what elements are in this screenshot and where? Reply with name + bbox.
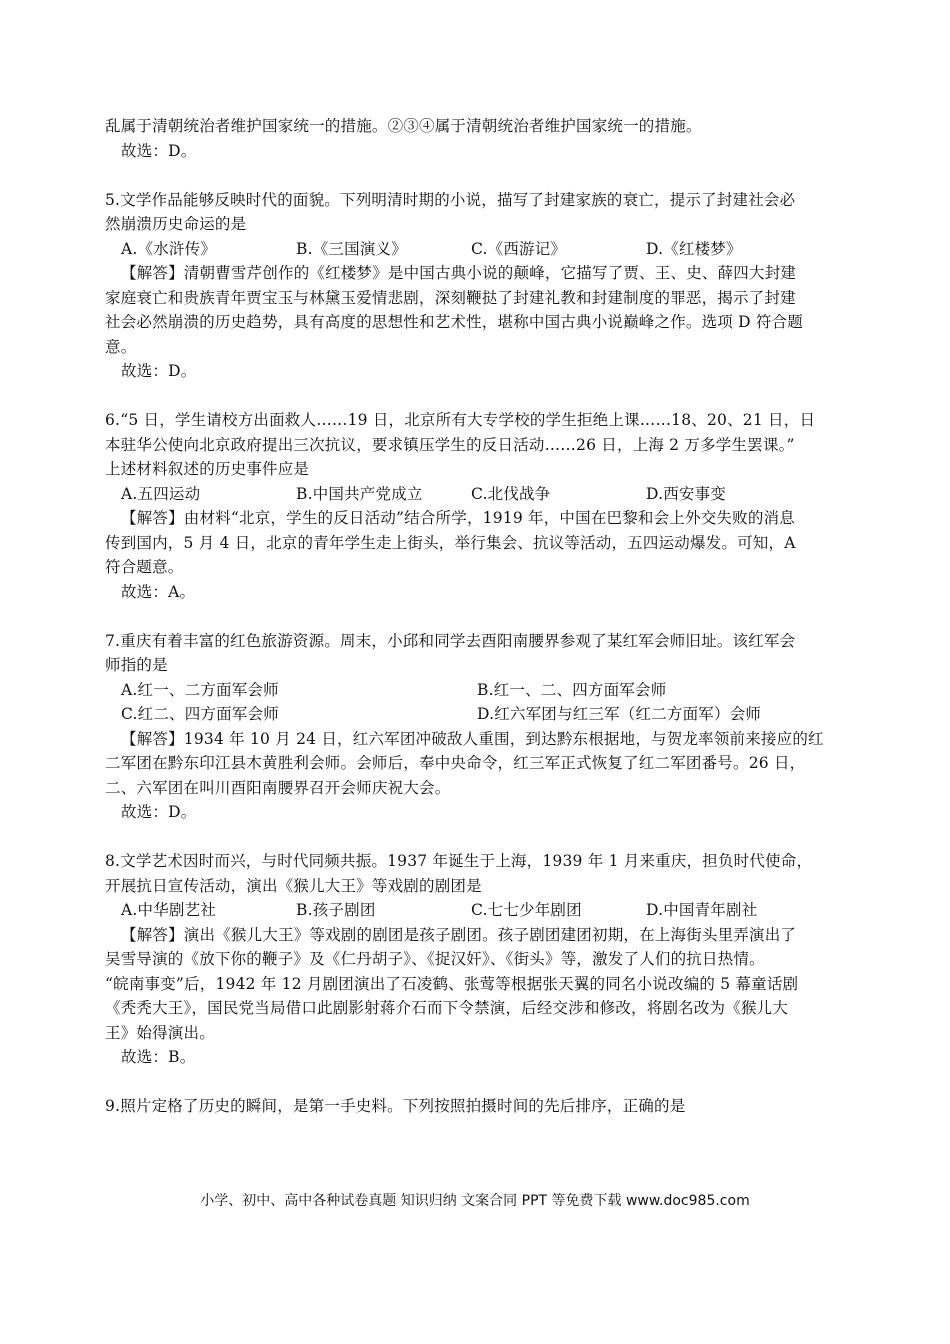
explanation-line: 【解答】演出《猴儿大王》等戏剧的剧团是孩子剧团。孩子剧团建团初期，在上海街头里弄演出了 [121,925,797,944]
option-d: D.《红楼梦》 [646,239,742,258]
question-7 [105,629,847,825]
explanation-line: 意。 [105,337,137,356]
intro-answer: 故选：D。 [121,141,197,160]
option-row [105,898,847,923]
option-d: D.中国青年剧社 [646,901,758,919]
question-stem: 师指的是 [105,656,168,674]
answer-line: 故选：B。 [121,1048,196,1066]
question-stem: 6.“5 日，学生请校方出面救人……19 日，北京所有大专学校的学生拒绝上课……18、20、21 日，日 [105,411,816,429]
option-row [105,482,847,507]
explanation-line: 吴雪导演的《放下你的鞭子》及《仁丹胡子》、《捉汉奸》、《街头》等，激发了人们的抗日热情。 [105,950,765,968]
explanation-line: 符合题意。 [105,558,184,576]
spacer [105,163,847,188]
explanation-line: 二、六军团在叫川酉阳南腰界召开会师庆祝大会。 [105,778,451,797]
explanation-line: 二军团在黔东印江县木黄胜利会师。会师后，奉中央命令，红三军正式恢复了红二军团番号。26 日， [105,754,806,772]
question-6 [105,408,847,604]
question-stem: 然崩溃历史命运的是 [105,215,247,233]
spacer [105,384,847,409]
option-c: C.七七少年剧团 [471,901,582,919]
spacer [105,604,847,629]
option-row [105,702,847,727]
option-b: B.《三国演义》 [296,239,407,258]
question-stem: 上述材料叙述的历史事件应是 [105,460,310,478]
explanation-line: 《秃秃大王》，国民党当局借口此剧影射蒋介石而下令禁演，后经交涉和修改，将剧名改为《猴儿大 [105,999,789,1017]
spacer [105,1070,847,1095]
option-a: A.《水浒传》 [121,239,217,258]
answer-line: 故选：A。 [121,582,196,601]
question-9 [105,1094,847,1119]
explanation-line: “皖南事变”后，1942 年 12 月剧团演出了石凌鹤、张莺等根据张天翼的同名小说改编的 5 幕童话剧 [105,974,799,993]
explanation-line: 【解答】1934 年 10 月 24 日，红六军团冲破敌人重围，到达黔东根据地，与贺龙率领前来接应的红 [121,729,824,748]
intro-line: 乱属于清朝统治者维护国家统一的措施。②③④属于清朝统治者维护国家统一的措施。 [105,117,702,135]
question-stem: 开展抗日宣传活动，演出《猴儿大王》等戏剧的剧团是 [105,876,482,895]
explanation-line: 家庭衰亡和贵族青年贾宝玉与林黛玉爱情悲剧，深刻鞭挞了封建礼教和封建制度的罪恶，揭示了封建 [105,288,796,307]
explanation-line: 传到国内，5 月 4 日，北京的青年学生走上街头，举行集会、抗议等活动，五四运动爆发。可知，A [105,533,796,552]
page-footer: 小学、初中、高中各种试卷真题 知识归纳 文案合同 PPT 等免费下载 www.doc985.com [200,1193,750,1209]
question-stem: 7.重庆有着丰富的红色旅游资源。周末，小邱和同学去酉阳南腰界参观了某红军会师旧址。该红军会 [105,631,796,650]
answer-line: 故选：D。 [121,803,197,821]
question-stem: 5.文学作品能够反映时代的面貌。下列明清时期的小说，描写了封建家族的衰亡，提示了封建社会必 [105,190,796,209]
option-a: A.中华剧艺社 [121,901,217,919]
option-a: A.红一、二方面军会师 [121,680,279,699]
explanation-line: 社会必然崩溃的历史趋势，具有高度的思想性和艺术性，堪称中国古典小说巅峰之作。选项 D 符合题 [105,313,803,331]
spacer [105,825,847,850]
question-stem: 9.照片定格了历史的瞬间，是第一手史料。下列按照拍摄时间的先后排序，正确的是 [105,1097,686,1115]
question-5 [105,188,847,384]
explanation-line: 【解答】由材料“北京，学生的反日活动”结合所学，1919 年，中国在巴黎和会上外交失败的消息 [121,509,795,527]
explanation-line: 【解答】清朝曹雪芹创作的《红楼梦》是中国古典小说的颠峰，它描写了贾、王、史、薛四大封建 [121,264,797,282]
option-c: C.红二、四方面军会师 [121,705,279,723]
option-a: A.五四运动 [121,484,201,503]
option-b: B.红一、二、四方面军会师 [477,680,667,699]
option-c: C.北伐战争 [471,484,551,503]
answer-line: 故选：D。 [121,362,197,380]
explanation-line: 王》始得演出。 [105,1023,215,1042]
option-c: C.《西游记》 [471,239,567,258]
option-b: B.孩子剧团 [296,901,376,919]
question-stem: 本驻华公使向北京政府提出三次抗议，要求镇压学生的反日活动……26 日，上海 2 万多学生罢课。” [105,435,795,454]
page-content [105,114,847,1119]
question-stem: 8.文学艺术因时而兴，与时代同频共振。1937 年诞生于上海，1939 年 1 月来重庆，担负时代使命， [105,852,813,870]
option-row [105,237,847,262]
question-8 [105,849,847,1070]
option-b: B.中国共产党成立 [296,484,423,503]
option-row [105,678,847,703]
option-d: D.红六军团与红三军（红二方面军）会师 [477,705,762,723]
option-d: D.西安事变 [646,484,727,503]
